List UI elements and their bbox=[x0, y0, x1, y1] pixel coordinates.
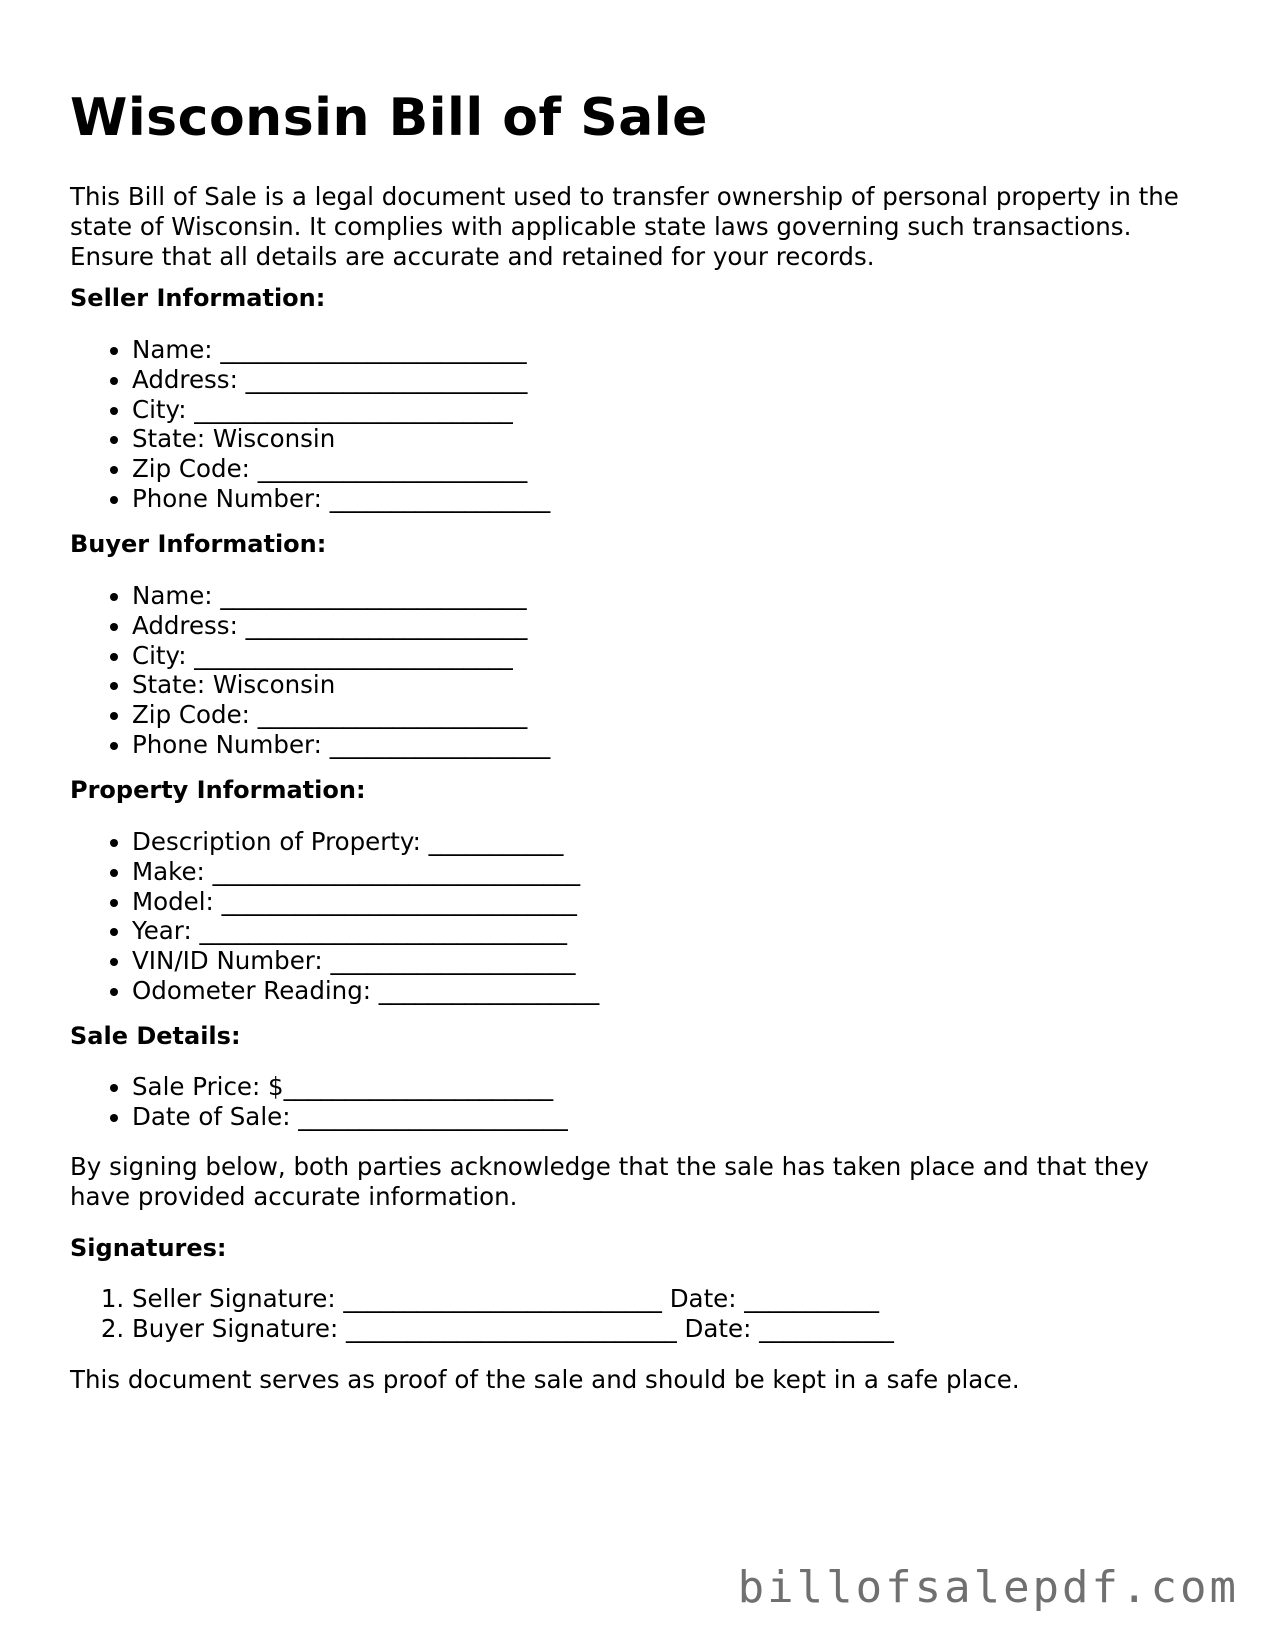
page-title: Wisconsin Bill of Sale bbox=[70, 88, 708, 148]
property-model-field[interactable]: • Model: _____________________________ bbox=[132, 887, 599, 917]
closing-paragraph bbox=[70, 1365, 1220, 1395]
property-description-field[interactable]: • Description of Property: ___________ bbox=[132, 827, 599, 857]
seller-zip-field[interactable]: • Zip Code: ______________________ bbox=[132, 454, 550, 484]
buyer-state-field: • State: Wisconsin bbox=[132, 670, 550, 700]
sale-heading: Sale Details: bbox=[70, 1022, 241, 1050]
intro-line: state of Wisconsin. It complies with applicable state laws governing such transactions. bbox=[70, 212, 1132, 241]
buyer-city-field[interactable]: • City: __________________________ bbox=[132, 641, 550, 671]
seller-list bbox=[70, 335, 550, 514]
seller-state-field: • State: Wisconsin bbox=[132, 424, 550, 454]
intro-paragraph bbox=[70, 182, 1220, 272]
intro-line: Ensure that all details are accurate and retained for your records. bbox=[70, 242, 875, 271]
sale-date-field[interactable]: • Date of Sale: ______________________ bbox=[132, 1102, 568, 1132]
seller-signature-field[interactable]: 1. Seller Signature: __________________________ Date: ___________ bbox=[132, 1284, 894, 1314]
acknowledgement-line: By signing below, both parties acknowledge that the sale has taken place and that they bbox=[70, 1152, 1149, 1181]
seller-phone-field[interactable]: • Phone Number: __________________ bbox=[132, 484, 550, 514]
property-list bbox=[70, 827, 599, 1006]
property-vin-field[interactable]: • VIN/ID Number: ____________________ bbox=[132, 946, 599, 976]
seller-name-field[interactable]: • Name: _________________________ bbox=[132, 335, 550, 365]
signatures-heading: Signatures: bbox=[70, 1234, 227, 1262]
buyer-phone-field[interactable]: • Phone Number: __________________ bbox=[132, 730, 550, 760]
buyer-signature-field[interactable]: 2. Buyer Signature: ___________________________ Date: ___________ bbox=[132, 1314, 894, 1344]
sale-list bbox=[70, 1072, 568, 1132]
buyer-heading: Buyer Information: bbox=[70, 530, 327, 558]
acknowledgement-line: have provided accurate information. bbox=[70, 1182, 518, 1211]
buyer-list bbox=[70, 581, 550, 760]
seller-city-field[interactable]: • City: __________________________ bbox=[132, 395, 550, 425]
buyer-name-field[interactable]: • Name: _________________________ bbox=[132, 581, 550, 611]
property-odometer-field[interactable]: • Odometer Reading: __________________ bbox=[132, 976, 599, 1006]
buyer-address-field[interactable]: • Address: _______________________ bbox=[132, 611, 550, 641]
watermark-logo: billofsalepdf.com bbox=[737, 1562, 1239, 1613]
property-make-field[interactable]: • Make: ______________________________ bbox=[132, 857, 599, 887]
acknowledgement-paragraph bbox=[70, 1152, 1220, 1212]
seller-heading: Seller Information: bbox=[70, 284, 326, 312]
property-heading: Property Information: bbox=[70, 776, 366, 804]
intro-line: This Bill of Sale is a legal document used to transfer ownership of personal property in the bbox=[70, 182, 1179, 211]
property-year-field[interactable]: • Year: ______________________________ bbox=[132, 916, 599, 946]
sale-price-field[interactable]: • Sale Price: $______________________ bbox=[132, 1072, 568, 1102]
closing-line: This document serves as proof of the sale and should be kept in a safe place. bbox=[70, 1365, 1020, 1394]
seller-address-field[interactable]: • Address: _______________________ bbox=[132, 365, 550, 395]
signatures-list bbox=[70, 1284, 894, 1344]
buyer-zip-field[interactable]: • Zip Code: ______________________ bbox=[132, 700, 550, 730]
